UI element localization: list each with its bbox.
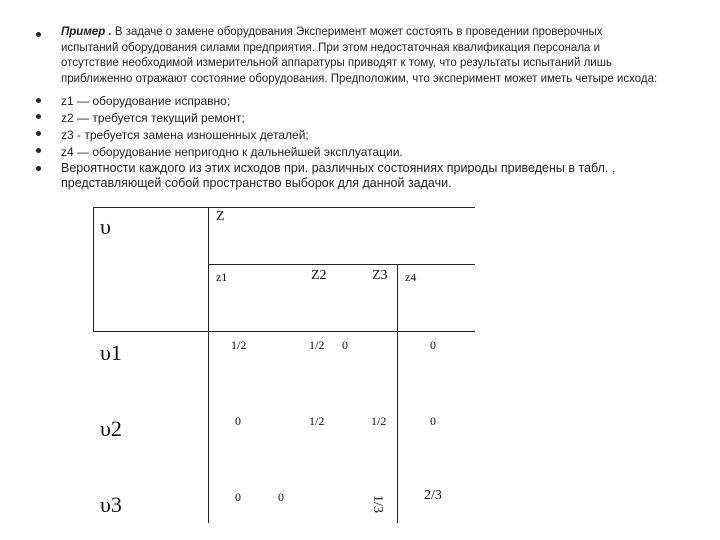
bullet-icon: [36, 148, 46, 158]
outcome-z4: z4 — оборудование непригодно к дальнейшей эксплуатации.: [61, 145, 403, 159]
intro-text: В задаче о замене оборудования Эксперимент может состоять в проведении проверочных испытаний оборудования силами предприятия. При этом недостаточная квалификация персонала и отсутствие необходимой измерительной аппаратуры приводят к тому, что результаты испытаний лишь приближенно отражают состояние оборудования. Предположим, что эксперимент может иметь четыре исхода:: [61, 26, 658, 85]
bullet-icon: [36, 131, 46, 141]
table-column-divider: [208, 207, 209, 523]
bullet-icon: [36, 166, 46, 176]
bullet-icon: [36, 98, 46, 108]
table-cell: 0: [342, 338, 348, 352]
z-label: Z2: [311, 268, 327, 283]
table-cell: 1/2: [231, 338, 247, 352]
table-z-divider: [208, 264, 475, 265]
table-header-bottom: [93, 331, 475, 332]
table-cell: 0: [278, 490, 284, 504]
table-corner-label: υ: [100, 214, 111, 239]
table-top-border: [93, 207, 475, 208]
table-z-header: Z: [216, 209, 225, 224]
bullet-icon: [36, 114, 46, 124]
table-cell: 0: [235, 490, 241, 504]
table-cell: 0: [235, 414, 241, 428]
table-cell: 1/3: [369, 495, 385, 513]
table-cell: 2/3: [424, 488, 442, 503]
row-label: υ1: [100, 340, 122, 365]
table-cell: 1/2: [309, 338, 325, 352]
row-label: υ2: [100, 416, 122, 441]
z-label: Z3: [372, 268, 388, 283]
bullet-icon: [36, 32, 46, 42]
closing-paragraph: Вероятности каждого из этих исходов при. различных состояниях природы приведены в табл. , представляющей собой пространство выборок для данной задачи.: [61, 161, 616, 190]
intro-lead: Пример .: [61, 26, 112, 38]
z-label: z4: [405, 270, 417, 284]
z-label: z1: [216, 270, 228, 284]
outcome-z1: z1 — оборудование исправно;: [61, 94, 231, 108]
table-cell: 0: [430, 414, 436, 428]
table-left-border: [93, 207, 94, 331]
table-cell: 1/2: [309, 414, 325, 428]
table-inner-divider: [397, 264, 398, 523]
table-cell: 0: [430, 338, 436, 352]
outcome-z2: z2 — требуется текущий ремонт;: [61, 111, 245, 125]
row-label: υ3: [100, 492, 122, 517]
outcome-z3: z3 - требуется замена изношенных деталей;: [61, 128, 309, 142]
intro-paragraph: [61, 25, 661, 87]
table-cell: 1/2: [371, 414, 387, 428]
